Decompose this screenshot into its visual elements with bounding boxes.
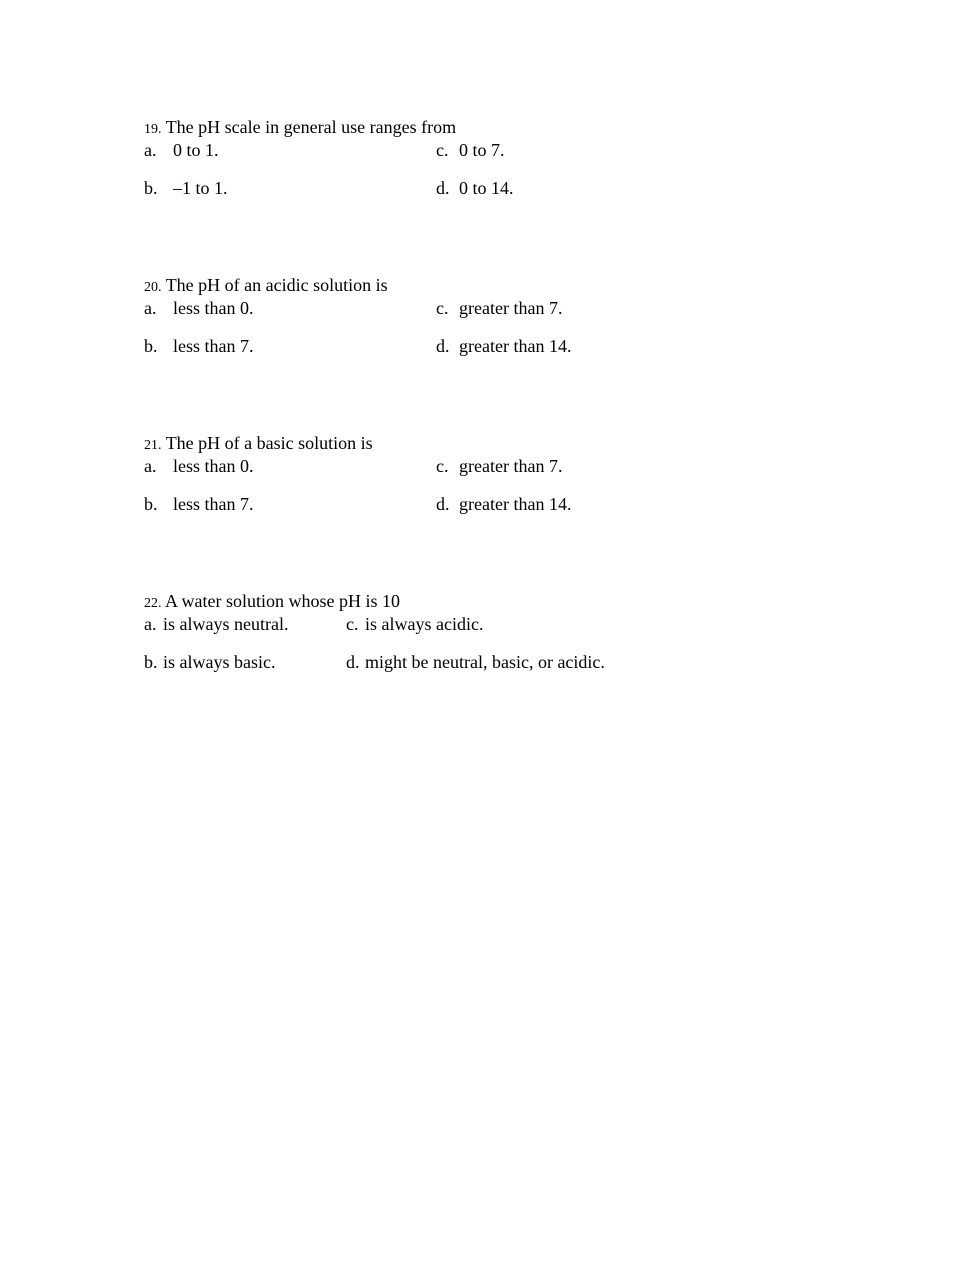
- question-stem: [144, 274, 784, 296]
- choice-text: greater than 7.: [459, 456, 563, 476]
- choice-text: less than 7.: [173, 494, 254, 514]
- choice-letter: d.: [436, 494, 450, 514]
- question-number: 21.: [144, 438, 162, 453]
- choice-text: greater than 14.: [459, 494, 572, 514]
- choice-text: is always basic.: [163, 652, 276, 672]
- choice-letter: a.: [144, 298, 157, 318]
- choice-letter: a.: [144, 614, 157, 634]
- choice-a: [144, 613, 288, 635]
- choice-letter: b.: [144, 652, 158, 672]
- choice-text: less than 0.: [173, 456, 254, 476]
- choice-d: [436, 493, 571, 515]
- question-stem: [144, 590, 784, 612]
- choice-text: 0 to 1.: [173, 140, 219, 160]
- question-number: 22.: [144, 596, 162, 611]
- choice-text: less than 0.: [173, 298, 254, 318]
- choice-c: [436, 455, 562, 477]
- choice-text: 0 to 14.: [459, 178, 514, 198]
- choice-letter: c.: [436, 298, 449, 318]
- question-19: [144, 116, 784, 198]
- choice-letter: d.: [436, 336, 450, 356]
- choice-letter: b.: [144, 178, 158, 198]
- question-text: The pH scale in general use ranges from: [165, 117, 457, 137]
- choice-a: [144, 139, 219, 161]
- choice-b: [144, 493, 254, 515]
- choice-letter: c.: [436, 456, 449, 476]
- question-text: The pH of a basic solution is: [165, 433, 373, 453]
- choice-b: [144, 651, 275, 673]
- choice-c: [436, 139, 505, 161]
- choice-text: less than 7.: [173, 336, 254, 356]
- question-number: 19.: [144, 122, 162, 137]
- choice-letter: b.: [144, 336, 158, 356]
- choice-text: greater than 14.: [459, 336, 572, 356]
- choice-letter: d.: [436, 178, 450, 198]
- question-number: 20.: [144, 280, 162, 295]
- choice-a: [144, 297, 254, 319]
- choice-b: [144, 335, 254, 357]
- choice-text: is always neutral.: [163, 614, 289, 634]
- question-22: [144, 590, 784, 672]
- choice-c: [436, 297, 562, 319]
- choice-letter: c.: [346, 614, 359, 634]
- choice-d: [436, 177, 514, 199]
- question-20: [144, 274, 784, 356]
- question-stem: [144, 116, 784, 138]
- choice-b: [144, 177, 228, 199]
- choice-letter: d.: [346, 652, 360, 672]
- choice-text: –1 to 1.: [173, 178, 228, 198]
- question-text: The pH of an acidic solution is: [165, 275, 388, 295]
- question-stem: [144, 432, 784, 454]
- question-text: A water solution whose pH is 10: [165, 591, 400, 611]
- choice-text: is always acidic.: [365, 614, 484, 634]
- choice-c: [346, 613, 483, 635]
- choice-letter: a.: [144, 456, 157, 476]
- choice-text: might be neutral, basic, or acidic.: [365, 652, 605, 672]
- choice-d: [436, 335, 571, 357]
- choice-text: 0 to 7.: [459, 140, 505, 160]
- choice-a: [144, 455, 254, 477]
- choice-letter: b.: [144, 494, 158, 514]
- choice-text: greater than 7.: [459, 298, 563, 318]
- question-21: [144, 432, 784, 514]
- choice-d: [346, 651, 605, 673]
- choice-letter: a.: [144, 140, 157, 160]
- choice-letter: c.: [436, 140, 449, 160]
